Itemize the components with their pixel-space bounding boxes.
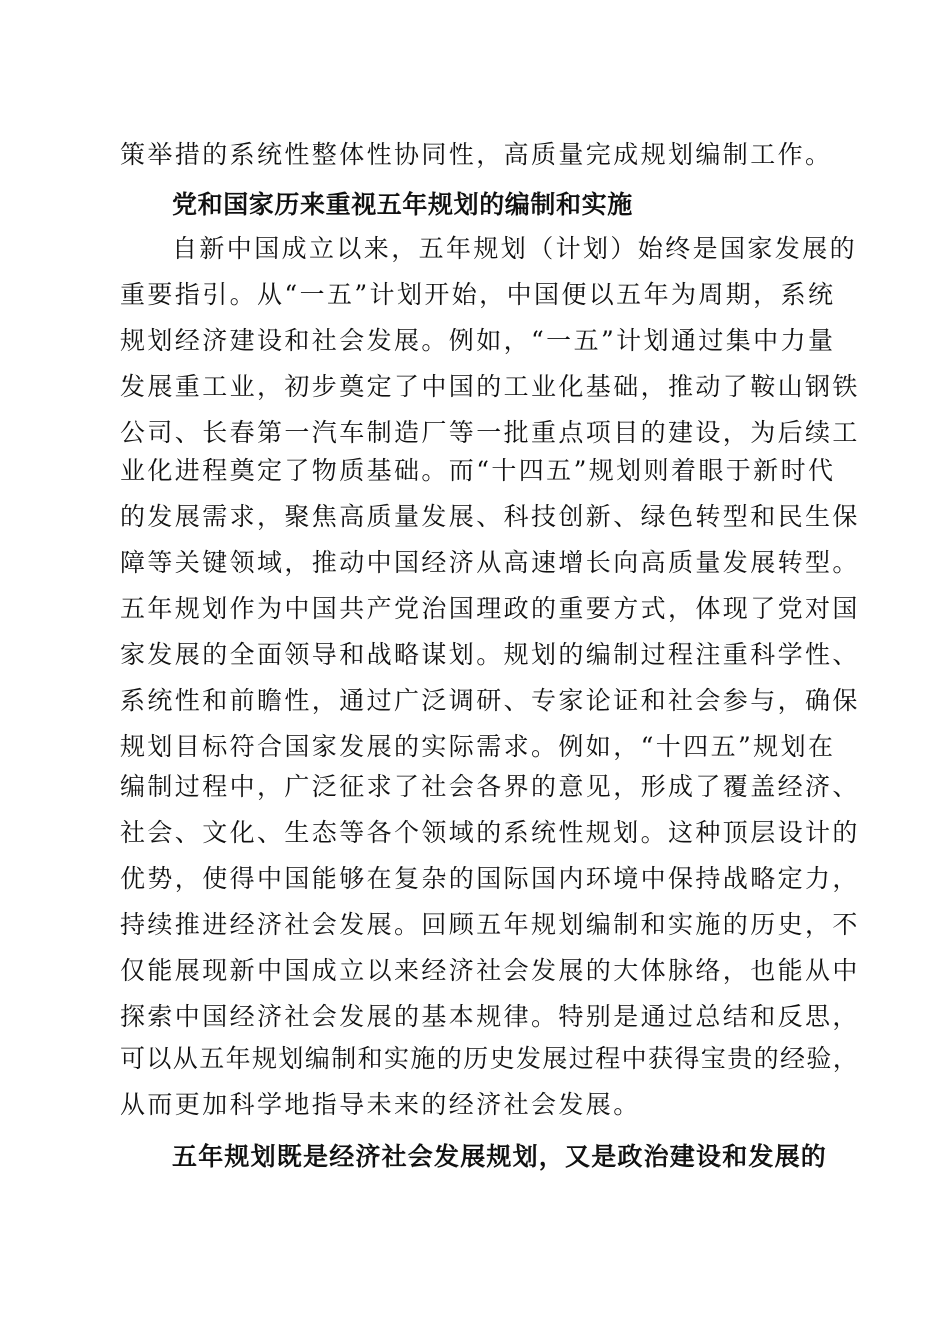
text-line: 优势，使得中国能够在复杂的国际国内环境中保持战略定力， [120,864,860,893]
text-line: 障等关键领域，推动中国经济从高速增长向高质量发展转型。 [120,548,860,577]
text-line: 可以从五年规划编制和实施的历史发展过程中获得宝贵的经验， [120,1044,860,1073]
text-line: 自新中国成立以来，五年规划（计划）始终是国家发展的 [172,234,858,263]
text-line: 系统性和前瞻性，通过广泛调研、专家论证和社会参与，确保 [120,686,860,715]
text-line: 规划目标符合国家发展的实际需求。例如，“十四五”规划在 [120,732,836,761]
text-line: 仅能展现新中国成立以来经济社会发展的大体脉络，也能从中 [120,956,860,985]
text-line: 持续推进经济社会发展。回顾五年规划编制和实施的历史，不 [120,910,860,939]
text-line: 重要指引。从“一五”计划开始，中国便以五年为周期，系统 [120,280,836,309]
text-line: 社会、文化、生态等各个领域的系统性规划。这种顶层设计的 [120,818,860,847]
section-heading: 五年规划既是经济社会发展规划，又是政治建设和发展的 [172,1142,828,1171]
text-line: 规划经济建设和社会发展。例如，“一五”计划通过集中力量 [120,326,836,355]
text-line: 发展重工业，初步奠定了中国的工业化基础，推动了鞍山钢铁 [120,372,860,401]
text-line: 编制过程中，广泛征求了社会各界的意见，形成了覆盖经济、 [120,772,860,801]
text-line: 的发展需求，聚焦高质量发展、科技创新、绿色转型和民生保 [120,502,860,531]
text-line: 五年规划作为中国共产党治国理政的重要方式，体现了党对国 [120,594,860,623]
text-line: 探索中国经济社会发展的基本规律。特别是通过总结和反思， [120,1002,860,1031]
text-line: 公司、长春第一汽车制造厂等一批重点项目的建设，为后续工 [120,418,860,447]
text-line: 策举措的系统性整体性协同性，高质量完成规划编制工作。 [120,140,833,169]
text-line: 从而更加科学地指导未来的经济社会发展。 [120,1090,641,1119]
text-line: 业化进程奠定了物质基础。而“十四五”规划则着眼于新时代 [120,456,836,485]
section-heading: 党和国家历来重视五年规划的编制和实施 [172,190,633,219]
text-line: 家发展的全面领导和战略谋划。规划的编制过程注重科学性、 [120,640,860,669]
